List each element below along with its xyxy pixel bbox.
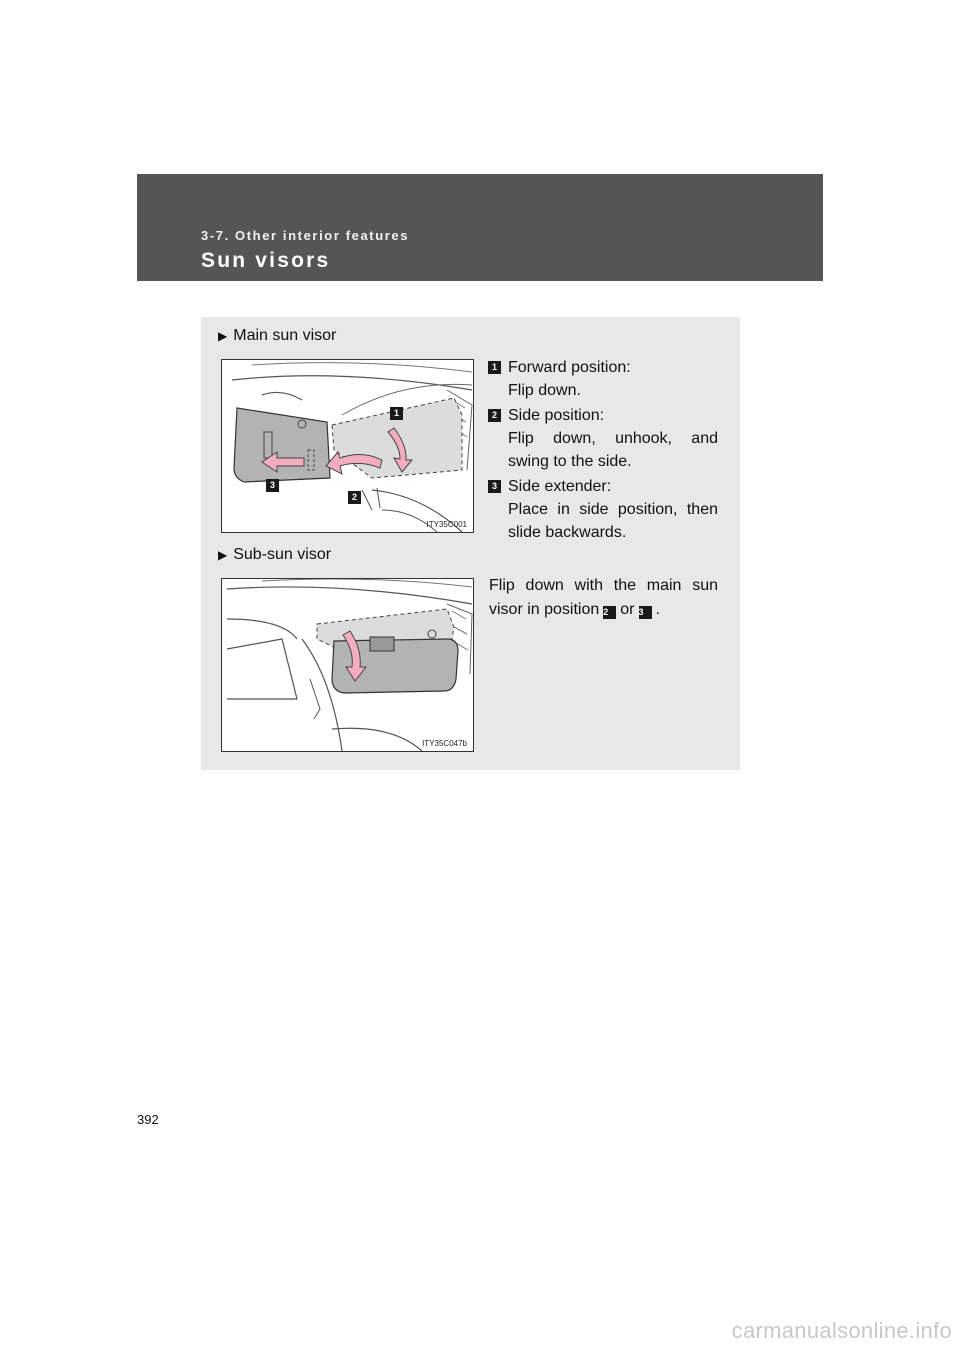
step-side-position [488,404,718,473]
instruction-or: or [620,601,635,618]
callout-2-icon: 2 [348,491,361,504]
step-title: Side position: [508,407,605,424]
section-header [137,174,823,281]
sub-visor-instructions [489,574,718,622]
step-side-extender [488,475,718,544]
sub-visor-label: Sub-sun visor [233,546,332,563]
main-visor-heading [218,327,336,345]
step-number-icon: 3 [488,480,501,493]
step-title: Forward position: [508,359,631,376]
triangle-bullet-icon: ▶ [218,548,228,562]
watermark: carmanualsonline.info [731,1318,952,1343]
figure-code: ITY35C047b [422,739,467,748]
instruction-text: Flip down with the main sun visor in position [489,577,718,618]
position-3-icon: 3 [639,606,652,619]
main-visor-illustration [221,359,474,533]
step-number-icon: 1 [488,361,501,374]
page-number: 392 [137,1112,159,1127]
figure-code: ITY35C001 [426,520,467,529]
chapter-heading: 3-7. Other interior features [201,228,410,243]
page-title: Sun visors [201,249,331,272]
callout-3-icon: 3 [266,479,279,492]
callout-1-icon: 1 [390,407,403,420]
sub-visor-illustration [221,578,474,752]
triangle-bullet-icon: ▶ [218,329,228,343]
main-visor-steps [488,356,718,546]
step-description: Flip down, unhook, and swing to the side. [508,430,718,470]
main-visor-label: Main sun visor [233,327,337,344]
instruction-end: . [655,601,660,618]
sub-visor-heading [218,546,331,564]
position-2-icon: 2 [603,606,616,619]
step-number-icon: 2 [488,409,501,422]
content-panel [201,317,740,770]
step-description: Place in side position, then slide backwards. [508,501,718,541]
step-description: Flip down. [508,382,581,399]
step-forward-position [488,356,718,402]
step-title: Side extender: [508,478,612,495]
